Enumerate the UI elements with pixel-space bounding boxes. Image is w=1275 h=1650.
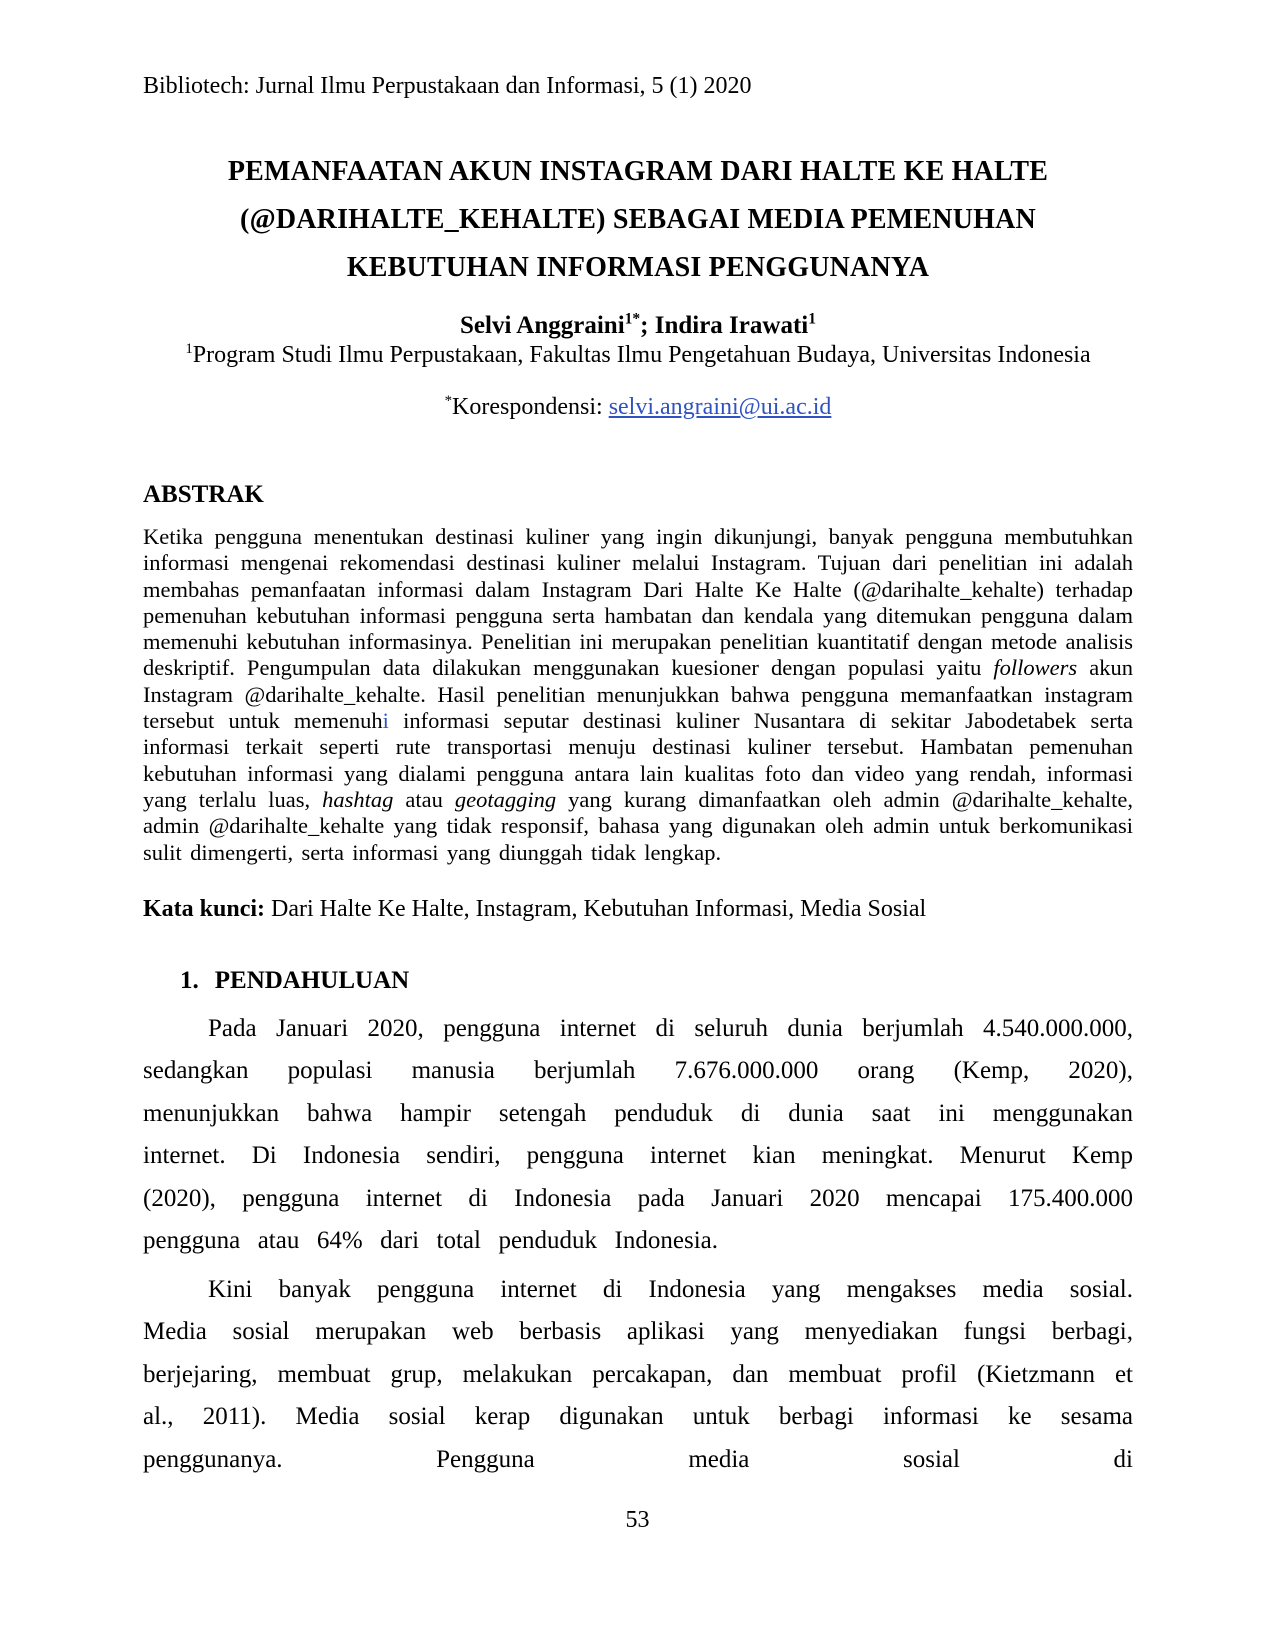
affiliation-line: $^1$Program Studi Ilmu Perpustakaan, Fakultas Ilmu Pengetahuan Budaya, Universitas Indonesia xyxy=(185,341,1091,368)
body-paragraph-1: Pada Januari 2020, pengguna internet di seluruh dunia berjumlah 4.540.000.000, sedangkan populasi manusia berjumlah 7.676.000.000 orang (Kemp, 2020), menunjukkan bahwa hampir setengah penduduk di dunia saat ini menggunakan internet. Di Indonesia sendiri, pengguna internet kian meningkat. Menurut Kemp (2020), pengguna internet di Indonesia pada Januari 2020 mencapai 175.400.000 pengguna atau 64% dari total penduduk Indonesia. xyxy=(143,1014,1133,1255)
section-title: PENDAHULUAN xyxy=(214,966,410,994)
keywords-line: Kata kunci: Dari Halte Ke Halte, Instagram, Kebutuhan Informasi, Media Sosial xyxy=(143,895,927,922)
section-number: 1. xyxy=(180,966,199,994)
article-title xyxy=(143,148,1133,292)
article-title-line-2: (@DARIHALTE_KEHALTE) SEBAGAI MEDIA PEMENUHAN xyxy=(240,204,1036,235)
correspondence-line: *Korespondensi: selvi.angraini@ui.ac.id xyxy=(444,393,832,420)
abstract-heading: ABSTRAK xyxy=(143,481,264,508)
abstract-text: Ketika pengguna menentukan destinasi kuliner yang ingin dikunjungi, banyak pengguna membutuhkan informasi mengenai rekomendasi destinasi kuliner melalui Instagram. Tujuan dari penelitian ini adalah membahas pemanfaatan informasi dalam Instagram Dari Halte Ke Halte (@darihalte_kehalte) terhadap pemenuhan kebutuhan informasi pengguna serta hambatan dan kendala yang ditemukan pengguna dalam memenuhi kebutuhan informasinya. Penelitian ini merupakan penelitian kuantitatif dengan metode analisis deskriptif. Pengumpulan data dilakukan menggunakan kuesioner dengan populasi yaitu followers akun Instagram @darihalte_kehalte. Hasil penelitian menunjukkan bahwa pengguna memanfaatkan instagram tersebut untuk memenuhi informasi seputar destinasi kuliner Nusantara di sekitar Jabodetabek serta informasi terkait seperti rute transportasi menuju destinasi kuliner tersebut. Hambatan pemenuhan kebutuhan informasi yang dialami pengguna antara lain kualitas foto dan video yang rendah, informasi yang terlalu luas, hashtag atau geotagging yang kurang dimanfaatkan oleh admin @darihalte_kehalte, admin @darihalte_kehalte yang tidak responsif, bahasa yang digunakan oleh admin untuk berkomunikasi sulit dimengerti, serta informasi yang diunggah tidak lengkap. xyxy=(143,524,1133,865)
journal-header: Bibliotech: Jurnal Ilmu Perpustakaan dan Informasi, 5 (1) 2020 xyxy=(143,73,752,99)
article-title-line-3: KEBUTUHAN INFORMASI PENGGUNANYA xyxy=(346,252,930,283)
body-paragraph-2: Kini banyak pengguna internet di Indonesia yang mengakses media sosial. Media sosial merupakan web berbasis aplikasi yang menyediakan fungsi berbagi, berjejaring, membuat grup, melakukan percakapan, dan membuat profil (Kietzmann et al., 2011). Media sosial kerap digunakan untuk berbagi informasi ke sesama penggunanya. Pengguna media sosial di xyxy=(143,1275,1133,1473)
page-number: 53 xyxy=(625,1507,650,1533)
section-heading-pendahuluan xyxy=(143,966,1133,996)
email-link[interactable]: selvi.angraini@ui.ac.id xyxy=(608,394,832,420)
authors-line: Selvi Anggraini$^{1*}$; Indira Irawati$^1$ xyxy=(460,310,816,339)
article-title-line-1: PEMANFAATAN AKUN INSTAGRAM DARI HALTE KE HALTE xyxy=(227,156,1049,187)
